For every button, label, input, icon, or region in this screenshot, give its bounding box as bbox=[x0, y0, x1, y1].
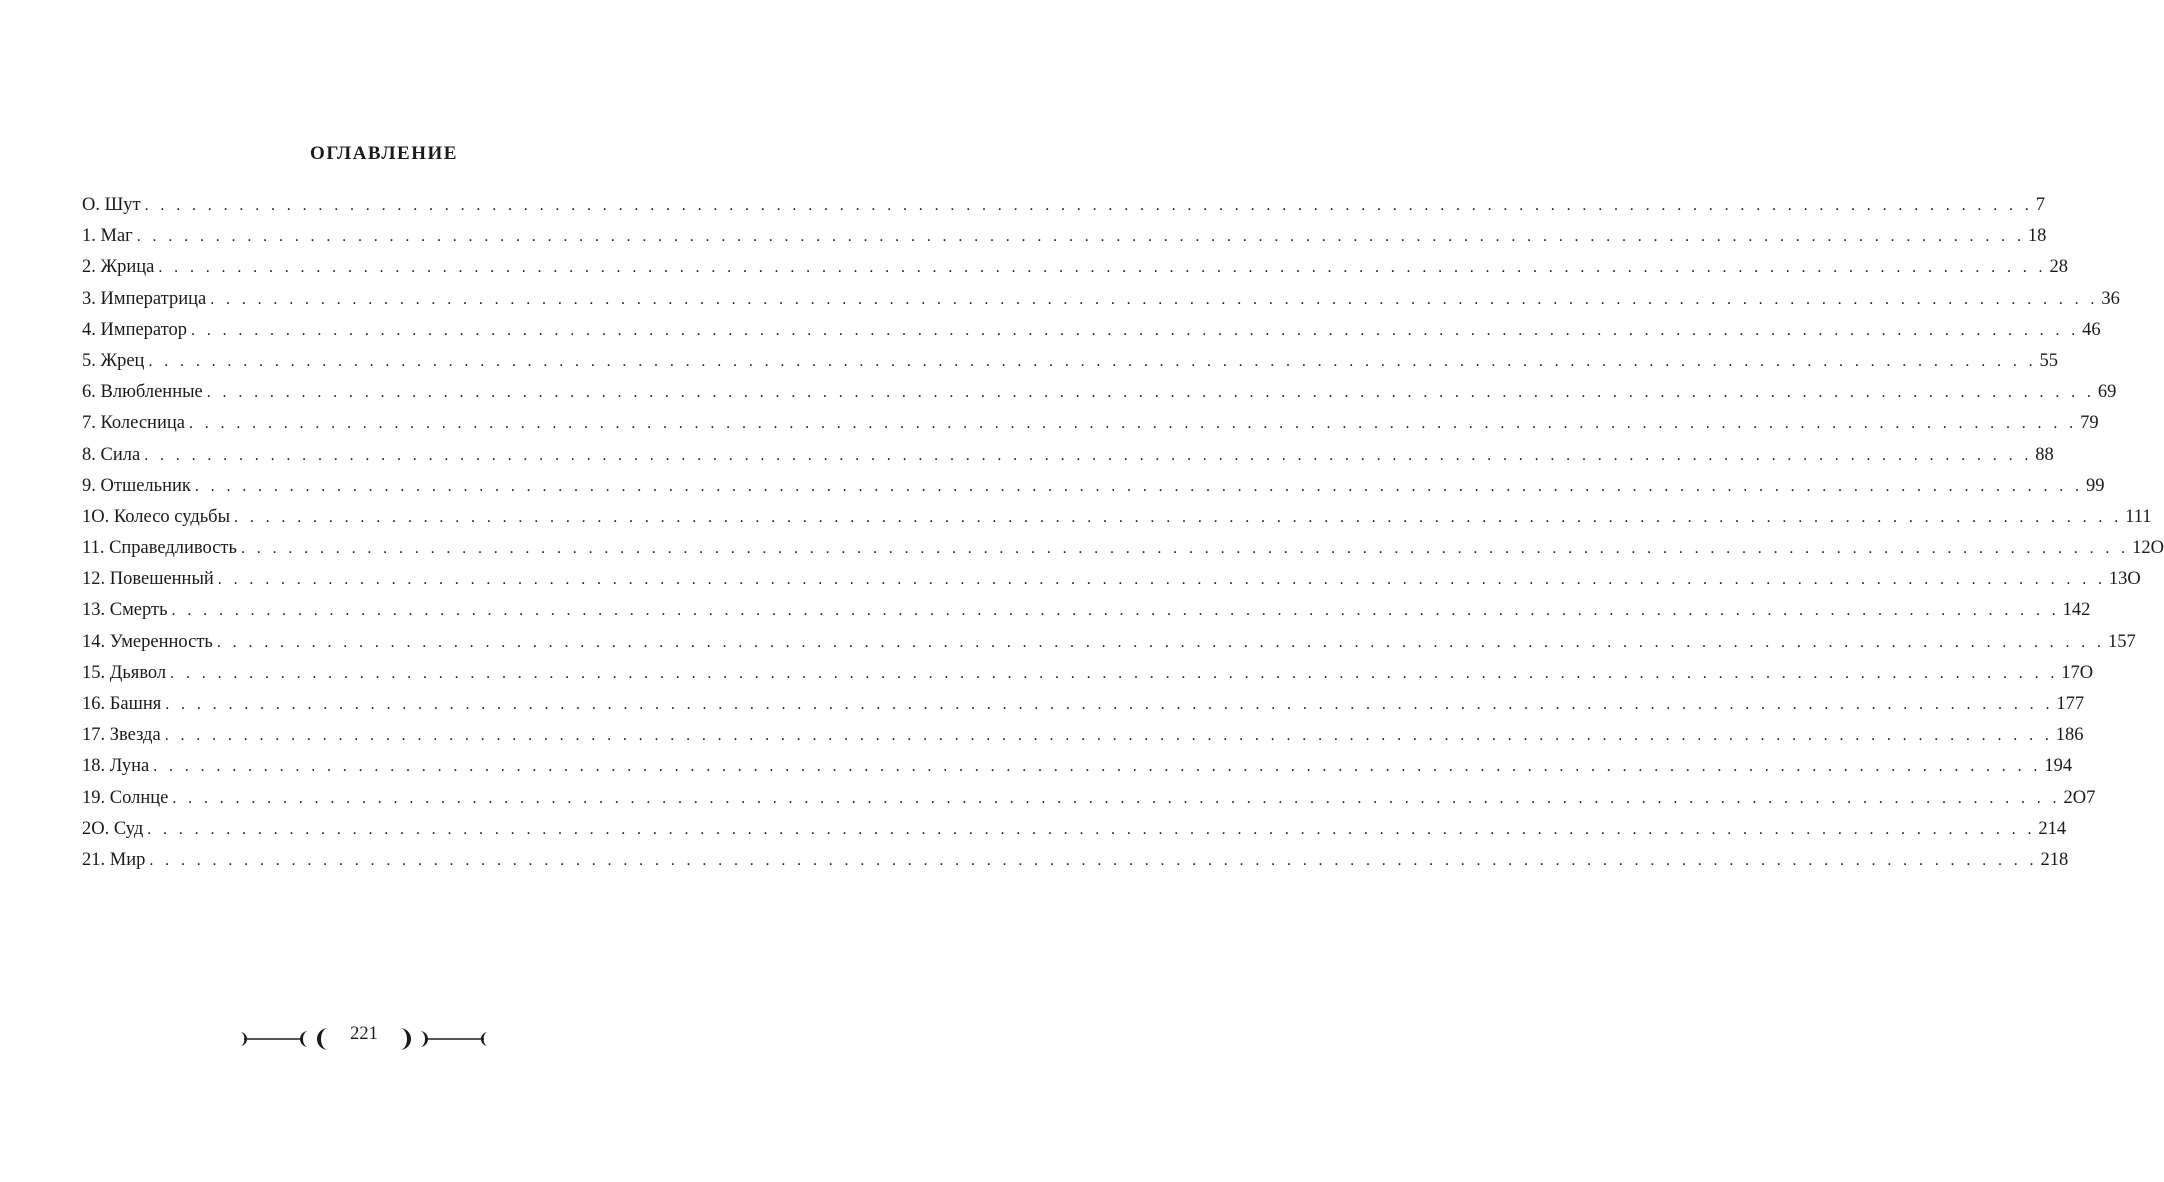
toc-entry bbox=[82, 408, 2099, 439]
toc-entry bbox=[82, 658, 2094, 689]
toc-entry bbox=[82, 627, 2136, 658]
toc-entry-page: 2O7 bbox=[2063, 787, 2096, 808]
page-title: ОГЛАВЛЕНИЕ bbox=[310, 143, 458, 164]
toc-entry-title: 1O. Колесо судьбы bbox=[82, 506, 231, 527]
toc-entry-title: 5. Жрец bbox=[82, 350, 145, 371]
toc-entry-page: 55 bbox=[2039, 350, 2059, 371]
toc-entry-title: 7. Колесница bbox=[82, 413, 185, 434]
toc-entry-page: 46 bbox=[2082, 319, 2101, 340]
dot-leader: . . . . . . . . . . . . . . . . . . . . . . . . . . . . . . . . . . . . . . . . . . . . . . . . . . . . . . . . . . . . . . . . . . . . . . . . . . . . . . . . . . . . . . . . . . . . . . . . . . . . . . . . . . . . . . . . . . . . . . . . bbox=[171, 602, 2060, 620]
toc-entry-page: 18 bbox=[2027, 226, 2047, 247]
toc-entry bbox=[82, 595, 2091, 626]
toc-entry-page: 177 bbox=[2056, 694, 2085, 714]
dot-leader: . . . . . . . . . . . . . . . . . . . . . . . . . . . . . . . . . . . . . . . . . . . . . . . . . . . . . . . . . . . . . . . . . . . . . . . . . . . . . . . . . . . . . . . . . . . . . . . . . . . . . . . . . . . . . . . . . . . . . . . . bbox=[217, 571, 2106, 589]
dot-leader: . . . . . . . . . . . . . . . . . . . . . . . . . . . . . . . . . . . . . . . . . . . . . . . . . . . . . . . . . . . . . . . . . . . . . . . . . . . . . . . . . . . . . . . . . . . . . . . . . . . . . . . . . . . . . . . . . . . . . . . . bbox=[240, 540, 2130, 558]
toc-entry-title: 18. Луна bbox=[82, 756, 150, 777]
toc-entry-title: 8. Сила bbox=[82, 444, 141, 465]
toc-entry-page: 17O bbox=[2061, 662, 2094, 683]
toc-entry-title: 2O. Суд bbox=[82, 818, 144, 839]
toc-entry bbox=[82, 284, 2120, 315]
toc-entry-title: 11. Справедливость bbox=[82, 538, 237, 559]
dot-leader: . . . . . . . . . . . . . . . . . . . . . . . . . . . . . . . . . . . . . . . . . . . . . . . . . . . . . . . . . . . . . . . . . . . . . . . . . . . . . . . . . . . . . . . . . . . . . . . . . . . . . . . . . . . . . . . . . . . . . . . . bbox=[136, 228, 2025, 246]
toc-entry-page: 214 bbox=[2038, 818, 2067, 839]
toc-entry-page: 111 bbox=[2125, 506, 2152, 527]
toc-entry bbox=[82, 502, 2152, 533]
dot-leader: . . . . . . . . . . . . . . . . . . . . . . . . . . . . . . . . . . . . . . . . . . . . . . . . . . . . . . . . . . . . . . . . . . . . . . . . . . . . . . . . . . . . . . . . . . . . . . . . . . . . . . . . . . . . . . . . . . . . . . . . bbox=[164, 727, 2053, 745]
toc-entry-page: 36 bbox=[2101, 288, 2120, 309]
toc-entry bbox=[82, 564, 2141, 595]
dot-leader: . . . . . . . . . . . . . . . . . . . . . . . . . . . . . . . . . . . . . . . . . . . . . . . . . . . . . . . . . . . . . . . . . . . . . . . . . . . . . . . . . . . . . . . . . . . . . . . . . . . . . . . . . . . . . . . . . . . . . . . . bbox=[194, 477, 2083, 495]
dot-leader: . . . . . . . . . . . . . . . . . . . . . . . . . . . . . . . . . . . . . . . . . . . . . . . . . . . . . . . . . . . . . . . . . . . . . . . . . . . . . . . . . . . . . . . . . . . . . . . . . . . . . . . . . . . . . . . . . . . . . . . . bbox=[234, 508, 2123, 526]
dot-leader: . . . . . . . . . . . . . . . . . . . . . . . . . . . . . . . . . . . . . . . . . . . . . . . . . . . . . . . . . . . . . . . . . . . . . . . . . . . . . . . . . . . . . . . . . . . . . . . . . . . . . . . . . . . . . . . . . . . . . . . . bbox=[153, 758, 2042, 776]
dot-leader: . . . . . . . . . . . . . . . . . . . . . . . . . . . . . . . . . . . . . . . . . . . . . . . . . . . . . . . . . . . . . . . . . . . . . . . . . . . . . . . . . . . . . . . . . . . . . . . . . . . . . . . . . . . . . . . . . . . . . . . . bbox=[210, 290, 2099, 308]
toc-entry-title: 2. Жрица bbox=[82, 257, 155, 278]
toc-entry bbox=[82, 751, 2073, 782]
toc-entry-title: 19. Солнце bbox=[82, 787, 169, 808]
toc-entry bbox=[82, 377, 2117, 408]
toc-entry bbox=[82, 783, 2096, 814]
toc-entry-title: 1. Маг bbox=[82, 226, 133, 247]
toc-entry bbox=[82, 190, 2045, 221]
toc-entry-title: 21. Мир bbox=[82, 849, 146, 870]
page-footer bbox=[236, 1016, 492, 1056]
toc-entry bbox=[82, 221, 2047, 252]
toc-entry bbox=[82, 440, 2054, 471]
toc-entry-page: 157 bbox=[2107, 631, 2136, 652]
dot-leader: . . . . . . . . . . . . . . . . . . . . . . . . . . . . . . . . . . . . . . . . . . . . . . . . . . . . . . . . . . . . . . . . . . . . . . . . . . . . . . . . . . . . . . . . . . . . . . . . . . . . . . . . . . . . . . . . . . . . . . . . bbox=[147, 820, 2036, 838]
toc-entry-page: 186 bbox=[2055, 725, 2084, 746]
toc-entry-title: 4. Император bbox=[82, 319, 188, 340]
toc-entry bbox=[82, 252, 2068, 283]
toc-entry bbox=[82, 689, 2085, 720]
toc-entry-page: 218 bbox=[2040, 849, 2069, 870]
toc-entry bbox=[82, 471, 2105, 502]
dot-leader: . . . . . . . . . . . . . . . . . . . . . . . . . . . . . . . . . . . . . . . . . . . . . . . . . . . . . . . . . . . . . . . . . . . . . . . . . . . . . . . . . . . . . . . . . . . . . . . . . . . . . . . . . . . . . . . . . . . . . . . . bbox=[206, 384, 2095, 402]
toc-entry-title: 12. Повешенный bbox=[82, 569, 214, 590]
toc-entry-title: 16. Башня bbox=[82, 694, 162, 714]
toc-entry-title: 17. Звезда bbox=[82, 725, 161, 746]
toc-entry bbox=[82, 720, 2084, 751]
dot-leader: . . . . . . . . . . . . . . . . . . . . . . . . . . . . . . . . . . . . . . . . . . . . . . . . . . . . . . . . . . . . . . . . . . . . . . . . . . . . . . . . . . . . . . . . . . . . . . . . . . . . . . . . . . . . . . . . . . . . . . . . bbox=[149, 851, 2038, 869]
toc-entry-page: 88 bbox=[2035, 444, 2054, 465]
table-of-contents bbox=[82, 190, 2164, 876]
dot-leader: . . . . . . . . . . . . . . . . . . . . . . . . . . . . . . . . . . . . . . . . . . . . . . . . . . . . . . . . . . . . . . . . . . . . . . . . . . . . . . . . . . . . . . . . . . . . . . . . . . . . . . . . . . . . . . . . . . . . . . . . bbox=[191, 321, 2080, 339]
dot-leader: . . . . . . . . . . . . . . . . . . . . . . . . . . . . . . . . . . . . . . . . . . . . . . . . . . . . . . . . . . . . . . . . . . . . . . . . . . . . . . . . . . . . . . . . . . . . . . . . . . . . . . . . . . . . . . . . . . . . . . . . bbox=[172, 789, 2061, 807]
toc-entry-page: 142 bbox=[2062, 600, 2091, 621]
dot-leader: . . . . . . . . . . . . . . . . . . . . . . . . . . . . . . . . . . . . . . . . . . . . . . . . . . . . . . . . . . . . . . . . . . . . . . . . . . . . . . . . . . . . . . . . . . . . . . . . . . . . . . . . . . . . . . . . . . . . . . . . bbox=[216, 633, 2105, 651]
toc-entry bbox=[82, 315, 2101, 346]
toc-entry-title: 9. Отшельник bbox=[82, 475, 191, 496]
toc-entry bbox=[82, 533, 2164, 564]
toc-entry bbox=[82, 346, 2059, 377]
dot-leader: . . . . . . . . . . . . . . . . . . . . . . . . . . . . . . . . . . . . . . . . . . . . . . . . . . . . . . . . . . . . . . . . . . . . . . . . . . . . . . . . . . . . . . . . . . . . . . . . . . . . . . . . . . . . . . . . . . . . . . . . bbox=[165, 696, 2054, 713]
toc-entry bbox=[82, 814, 2067, 845]
toc-entry-page: 69 bbox=[2097, 382, 2117, 403]
toc-entry-page: 7 bbox=[2035, 195, 2045, 215]
dot-leader: . . . . . . . . . . . . . . . . . . . . . . . . . . . . . . . . . . . . . . . . . . . . . . . . . . . . . . . . . . . . . . . . . . . . . . . . . . . . . . . . . . . . . . . . . . . . . . . . . . . . . . . . . . . . . . . . . . . . . . . . bbox=[148, 352, 2037, 370]
toc-entry-title: 13. Смерть bbox=[82, 600, 168, 621]
toc-entry-page: 12O bbox=[2132, 538, 2164, 559]
dot-leader: . . . . . . . . . . . . . . . . . . . . . . . . . . . . . . . . . . . . . . . . . . . . . . . . . . . . . . . . . . . . . . . . . . . . . . . . . . . . . . . . . . . . . . . . . . . . . . . . . . . . . . . . . . . . . . . . . . . . . . . . bbox=[170, 664, 2059, 682]
toc-entry-title: O. Шут bbox=[82, 195, 141, 215]
toc-entry-title: 14. Умеренность bbox=[82, 631, 213, 652]
toc-entry bbox=[82, 845, 2069, 876]
dot-leader: . . . . . . . . . . . . . . . . . . . . . . . . . . . . . . . . . . . . . . . . . . . . . . . . . . . . . . . . . . . . . . . . . . . . . . . . . . . . . . . . . . . . . . . . . . . . . . . . . . . . . . . . . . . . . . . . . . . . . . . . bbox=[144, 197, 2033, 214]
toc-entry-page: 99 bbox=[2085, 475, 2105, 496]
dot-leader: . . . . . . . . . . . . . . . . . . . . . . . . . . . . . . . . . . . . . . . . . . . . . . . . . . . . . . . . . . . . . . . . . . . . . . . . . . . . . . . . . . . . . . . . . . . . . . . . . . . . . . . . . . . . . . . . . . . . . . . . bbox=[158, 259, 2047, 277]
toc-entry-page: 194 bbox=[2044, 756, 2073, 777]
dot-leader: . . . . . . . . . . . . . . . . . . . . . . . . . . . . . . . . . . . . . . . . . . . . . . . . . . . . . . . . . . . . . . . . . . . . . . . . . . . . . . . . . . . . . . . . . . . . . . . . . . . . . . . . . . . . . . . . . . . . . . . . bbox=[144, 446, 2033, 464]
toc-entry-title: 3. Императрица bbox=[82, 288, 207, 309]
toc-entry-title: 6. Влюбленные bbox=[82, 382, 203, 403]
page-number: 221 bbox=[350, 1024, 378, 1044]
dot-leader: . . . . . . . . . . . . . . . . . . . . . . . . . . . . . . . . . . . . . . . . . . . . . . . . . . . . . . . . . . . . . . . . . . . . . . . . . . . . . . . . . . . . . . . . . . . . . . . . . . . . . . . . . . . . . . . . . . . . . . . . bbox=[188, 415, 2078, 433]
toc-entry-title: 15. Дьявол bbox=[82, 662, 167, 683]
toc-entry-page: 13O bbox=[2108, 569, 2141, 590]
toc-entry-page: 28 bbox=[2049, 257, 2068, 278]
toc-entry-page: 79 bbox=[2080, 413, 2099, 434]
